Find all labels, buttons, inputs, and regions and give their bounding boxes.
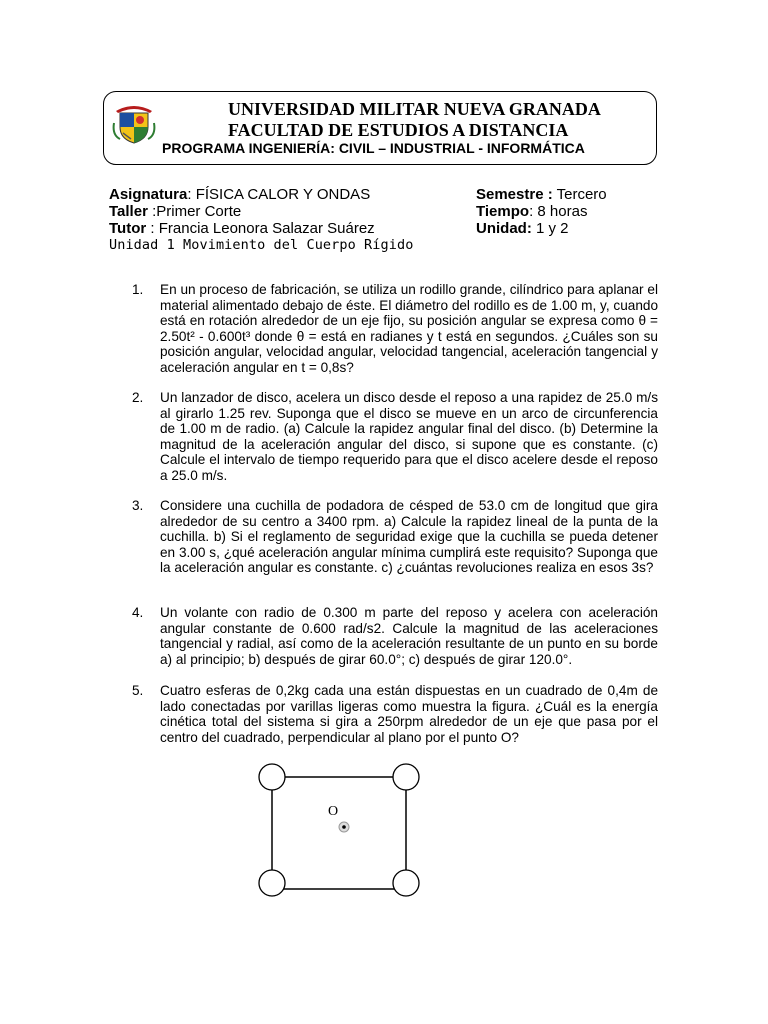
unidad-label: Unidad: — [476, 220, 532, 237]
semestre-value: Tercero — [552, 186, 607, 203]
question-2 — [132, 390, 658, 482]
asignatura-value: : FÍSICA CALOR Y ONDAS — [187, 186, 371, 203]
question-text: Un lanzador de disco, acelera un disco desde el reposo a una rapidez de 25.0 m/s al girarlo 1.25 rev. Suponga que el disco se mueve en un arco de circunferencia de 1.00 m de radio. (a) Calcule la rapidez angular final del disco. (b) Determine la magnitud de la aceleración angular del disco, si supone que es constante. (c) Calcule el intervalo de tiempo requerido para que el disco acelere desde el reposo a 25.0 m/s. — [160, 390, 658, 483]
unidad-row — [476, 220, 569, 237]
question-number: 4. — [132, 605, 144, 620]
unidad-value: 1 y 2 — [531, 220, 569, 237]
question-number: 2. — [132, 390, 144, 405]
semestre-label: Semestre : — [476, 186, 553, 203]
sphere-bottom-left — [259, 870, 285, 896]
question-1 — [132, 282, 658, 374]
question-5 — [132, 683, 658, 745]
university-shield-logo — [110, 99, 158, 145]
square-rods — [272, 777, 406, 889]
taller-label: Taller — [109, 203, 148, 220]
square-spheres-figure — [250, 755, 430, 900]
question-number: 1. — [132, 282, 144, 297]
question-text: En un proceso de fabricación, se utiliza un rodillo grande, cilíndrico para aplanar el material alimentado debajo de éste. El diámetro del rodillo es de 1.00 m, y, cuando está en rotación alrededor de un eje fijo, su posición angular se expresa como θ = 2.50t² - 0.600t³ donde θ = está en radianes y t está en segundos. ¿Cuáles son su posición angular, velocidad angular, velocidad tangencial, aceleración tangencial y aceleración angular en t = 0,8s? — [160, 282, 658, 375]
tutor-row — [109, 220, 375, 237]
question-text: Un volante con radio de 0.300 m parte del reposo y acelera con aceleración angular constante de 0.600 rad/s2. Calcule la magnitud de las aceleraciones tangencial y radial, así como de la aceleración resultante de un punto en su borde a) al principio; b) después de girar 60.0°; c) después de girar 120.0°. — [160, 605, 658, 667]
tiempo-row — [476, 203, 587, 220]
unit-title: Unidad 1 Movimiento del Cuerpo Rígido — [109, 237, 414, 253]
question-4 — [132, 605, 658, 667]
question-text: Considere una cuchilla de podadora de césped de 53.0 cm de longitud que gira alrededor de su centro a 3400 rpm. a) Calcule la rapidez lineal de la punta de la cuchilla. b) Si el reglamento de seguridad exige que la cuchilla se pueda detener en 3.00 s, ¿qué aceleración angular mínima cumplirá este requisito? Suponga que la aceleración angular es constante. c) ¿cuántas revoluciones realiza en esos 3s? — [160, 498, 658, 576]
sphere-top-right — [393, 764, 419, 790]
tiempo-value: : 8 horas — [529, 203, 588, 220]
tutor-label: Tutor — [109, 220, 147, 237]
header-box — [103, 91, 657, 165]
sphere-top-left — [259, 764, 285, 790]
question-number: 5. — [132, 683, 144, 698]
taller-row — [109, 203, 241, 220]
taller-value: :Primer Corte — [147, 203, 242, 220]
tutor-value: : Francia Leonora Salazar Suárez — [146, 220, 375, 237]
question-number: 3. — [132, 498, 144, 513]
tiempo-label: Tiempo — [476, 203, 530, 220]
asignatura-label: Asignatura — [109, 186, 188, 203]
center-label: O — [328, 804, 339, 819]
question-text: Cuatro esferas de 0,2kg cada una están dispuestas en un cuadrado de 0,4m de lado conectadas por varillas ligeras como muestra la figura. ¿Cuál es la energía cinética total del sistema si gira a 250rpm alrededor de un eje que pasa por el centro del cuadrado, perpendicular al plano por el punto O? — [160, 683, 658, 745]
program-name: PROGRAMA INGENIERÍA: CIVIL – INDUSTRIAL - INFORMÁTICA — [162, 140, 585, 156]
faculty-name: FACULTAD DE ESTUDIOS A DISTANCIA — [228, 120, 569, 140]
semestre-row — [476, 186, 607, 203]
question-3 — [132, 498, 658, 590]
asignatura-row — [109, 186, 370, 203]
sphere-bottom-right — [393, 870, 419, 896]
university-name: UNIVERSIDAD MILITAR NUEVA GRANADA — [228, 99, 601, 119]
